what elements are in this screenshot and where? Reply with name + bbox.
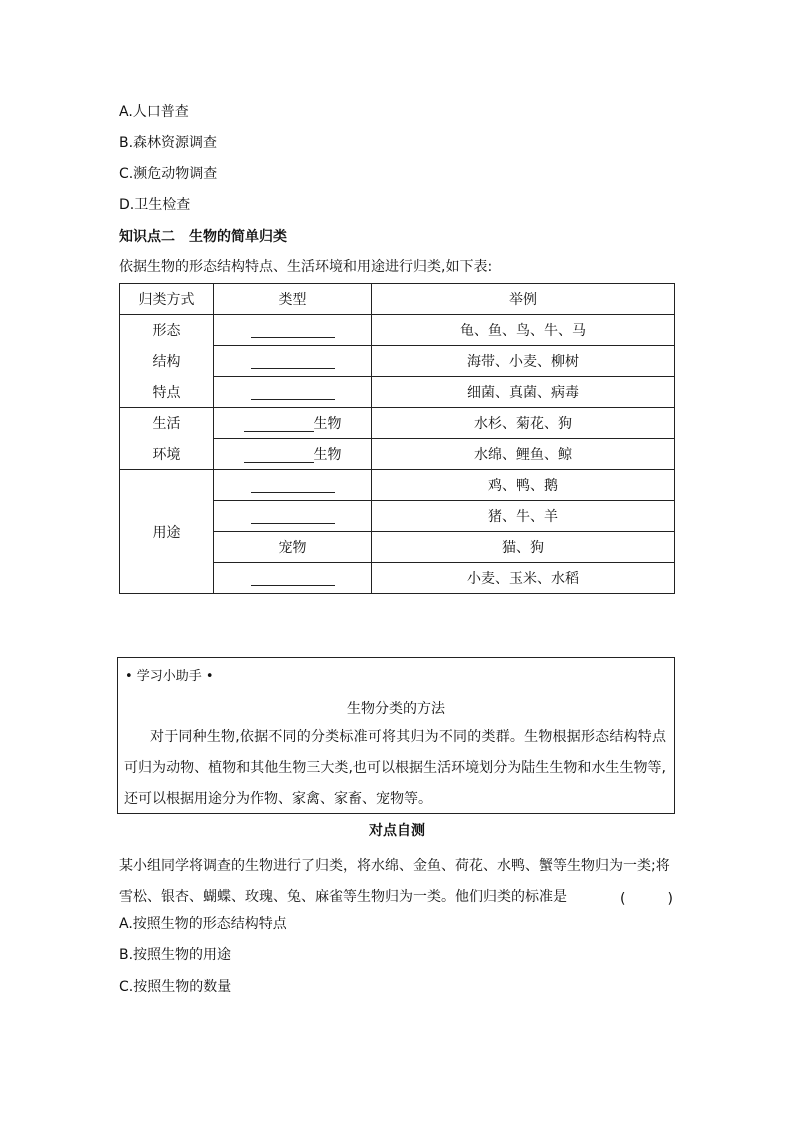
- example-cell: 小麦、玉米、水稻: [372, 563, 675, 594]
- section-heading: 知识点二 生物的简单归类: [119, 229, 287, 245]
- study-helper-title: 生物分类的方法: [347, 701, 445, 717]
- study-helper-box: [117, 657, 675, 814]
- type-blank[interactable]: [214, 563, 372, 594]
- group-label-habitat-2: 环境: [120, 439, 214, 470]
- example-cell: 海带、小麦、柳树: [372, 346, 675, 377]
- option-c: C.濒危动物调查: [119, 166, 218, 182]
- example-cell: 猪、牛、羊: [372, 501, 675, 532]
- table-row: [120, 408, 675, 439]
- header-type: 类型: [214, 284, 372, 315]
- table-row: [120, 470, 675, 501]
- classification-table: [119, 283, 675, 594]
- example-cell: 鸡、鸭、鹅: [372, 470, 675, 501]
- question-line-1: 某小组同学将调查的生物进行了归类，将水绵、金鱼、荷花、水鸭、蟹等生物归为一类;将: [119, 858, 670, 874]
- type-blank[interactable]: [214, 470, 372, 501]
- answer-option-c[interactable]: C.按照生物的数量: [119, 979, 232, 995]
- table-row: [120, 439, 675, 470]
- type-suffix: 生物: [313, 416, 342, 432]
- option-d: D.卫生检查: [119, 197, 191, 213]
- type-blank-with-suffix[interactable]: [214, 439, 372, 470]
- answer-option-a[interactable]: A.按照生物的形态结构特点: [119, 916, 287, 932]
- type-blank[interactable]: [214, 315, 372, 346]
- example-cell: 猫、狗: [372, 532, 675, 563]
- study-helper-tag: • 学习小助手 •: [125, 669, 214, 684]
- type-blank[interactable]: [214, 377, 372, 408]
- question-line-2: 雪松、银杏、蝴蝶、玫瑰、兔、麻雀等生物归为一类。他们归类的标准是: [119, 889, 567, 905]
- example-cell: 龟、鱼、鸟、牛、马: [372, 315, 675, 346]
- example-cell: 细菌、真菌、病毒: [372, 377, 675, 408]
- type-blank[interactable]: [214, 346, 372, 377]
- answer-bracket[interactable]: ( ): [620, 891, 673, 907]
- table-row: [120, 377, 675, 408]
- option-a: A.人口普查: [119, 104, 189, 120]
- intro-text: 依据生物的形态结构特点、生活环境和用途进行归类,如下表:: [119, 259, 493, 275]
- example-cell: 水绵、鲤鱼、鲸: [372, 439, 675, 470]
- group-label-use: 用途: [120, 470, 214, 594]
- table-header-row: [120, 284, 675, 315]
- type-blank[interactable]: [214, 501, 372, 532]
- study-helper-body: 对于同种生物,依据不同的分类标准可将其归为不同的类群。生物根据形态结构特点可归为动物、植物和其他生物三大类,也可以根据生活环境划分为陆生生物和水生生物等,还可以根据用途分为作物、家禽、家畜、宠物等。: [124, 729, 666, 807]
- example-cell: 水杉、菊花、狗: [372, 408, 675, 439]
- group-label-habitat-1: 生活: [120, 408, 214, 439]
- answer-option-b[interactable]: B.按照生物的用途: [119, 947, 232, 963]
- self-test-title: 对点自测: [369, 823, 425, 839]
- header-method: 归类方式: [120, 284, 214, 315]
- type-suffix: 生物: [313, 447, 342, 463]
- group-label-morph-2: 结构: [120, 346, 214, 377]
- table-row: [120, 315, 675, 346]
- option-b: B.森林资源调查: [119, 135, 218, 151]
- table-row: [120, 346, 675, 377]
- type-blank-with-suffix[interactable]: [214, 408, 372, 439]
- group-label-morph-1: 形态: [120, 315, 214, 346]
- type-pet: 宠物: [214, 532, 372, 563]
- header-example: 举例: [372, 284, 675, 315]
- group-label-morph-3: 特点: [120, 377, 214, 408]
